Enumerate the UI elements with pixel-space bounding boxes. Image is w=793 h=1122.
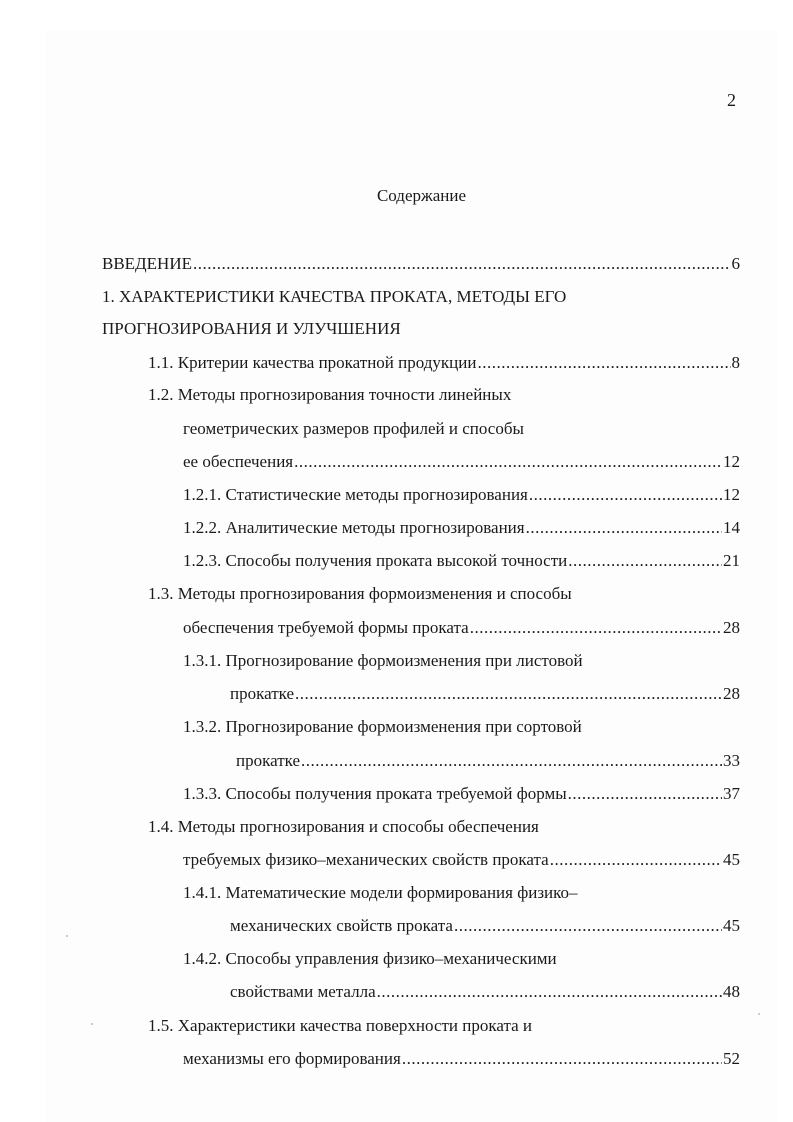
toc-entry-page: 12	[723, 485, 740, 504]
page-title: Содержание	[376, 186, 467, 205]
toc-entry-1-3-2-line-1	[183, 717, 582, 737]
toc-entry-text: механизмы его формирования	[183, 1049, 401, 1068]
toc-entry-1-3-line-2	[183, 618, 740, 638]
toc-entry-1-2-line-1	[148, 385, 511, 405]
toc-entry-text: 1.3.2. Прогнозирование формоизменения при сортовой	[183, 717, 582, 736]
dot-leader	[193, 254, 731, 274]
toc-entry-1-3-2-line-2	[236, 751, 740, 771]
dot-leader	[477, 353, 730, 373]
dot-leader	[454, 916, 722, 936]
toc-entry-text: механических свойств проката	[230, 916, 453, 935]
toc-entry-page: 33	[723, 751, 740, 770]
toc-entry-page: 21	[723, 551, 740, 570]
toc-entry-text: ПРОГНОЗИРОВАНИЯ И УЛУЧШЕНИЯ	[102, 319, 401, 338]
toc-entry-1-1	[148, 353, 740, 373]
toc-entry-1-5-line-2	[183, 1049, 740, 1069]
toc-entry-text: 1.5. Характеристики качества поверхности проката и	[148, 1016, 533, 1035]
toc-entry-text: 1.4. Методы прогнозирования и способы обеспечения	[148, 817, 539, 836]
toc-entry-1-4-2-line-2	[230, 982, 740, 1002]
toc-entry-1-2-line-2	[183, 419, 524, 439]
dot-leader	[568, 551, 722, 571]
dot-leader	[294, 452, 722, 472]
toc-entry-text: 1.4.1. Математические модели формирования физико–	[183, 883, 578, 902]
toc-entry-1-2-line-3	[183, 452, 740, 472]
toc-entry-1-3-1-line-2	[230, 684, 740, 704]
dot-leader	[529, 485, 722, 505]
toc-entry-page: 6	[731, 254, 740, 273]
toc-entry-1-2-1	[183, 485, 740, 505]
toc-entry-page: 48	[723, 982, 740, 1001]
toc-entry-text: 1.2.1. Статистические методы прогнозирования	[183, 485, 528, 504]
toc-entry-page: 28	[723, 684, 740, 703]
toc-entry-1-4-1-line-1	[183, 883, 578, 903]
toc-entry-text: 1.2.2. Аналитические методы прогнозирования	[183, 518, 525, 537]
toc-entry-text: ее обеспечения	[183, 452, 294, 471]
toc-entry-text: свойствами металла	[230, 982, 376, 1001]
toc-entry-page: 12	[723, 452, 740, 471]
toc-entry-chapter-1-line-2	[102, 319, 401, 339]
toc-entry-text: прокатке	[236, 751, 301, 770]
toc-entry-chapter-1-line-1	[102, 287, 566, 307]
toc-entry-text: обеспечения требуемой формы проката	[183, 618, 469, 637]
scan-speck	[66, 935, 68, 937]
toc-entry-text: 1.2.3. Способы получения проката высокой точности	[183, 551, 568, 570]
toc-entry-1-2-2	[183, 518, 740, 538]
toc-entry-text: 1.3.3. Способы получения проката требуемой формы	[183, 784, 567, 803]
scan-speck	[91, 1023, 93, 1025]
toc-entry-text: 1.2. Методы прогнозирования точности линейных	[148, 385, 512, 404]
toc-entry-page: 45	[723, 850, 740, 869]
toc-entry-text: 1.1. Критерии качества прокатной продукции	[148, 353, 477, 372]
toc-entry-1-5-line-1	[148, 1016, 532, 1036]
toc-entry-text: 1. ХАРАКТЕРИСТИКИ КАЧЕСТВА ПРОКАТА, МЕТОДЫ ЕГО	[102, 287, 567, 306]
toc-entry-text: ВВЕДЕНИЕ	[102, 254, 192, 273]
dot-leader	[550, 850, 722, 870]
toc-entry-page: 52	[723, 1049, 740, 1068]
toc-entry-text: требуемых физико–механических свойств проката	[183, 850, 549, 869]
toc-entry-introduction	[102, 254, 740, 274]
toc-entry-text: 1.4.2. Способы управления физико–механическими	[183, 949, 557, 968]
dot-leader	[470, 618, 722, 638]
toc-entry-1-3-3	[183, 784, 740, 804]
toc-entry-1-3-1-line-1	[183, 651, 583, 671]
dot-leader	[301, 751, 722, 771]
toc-entry-1-4-1-line-2	[230, 916, 740, 936]
toc-entry-page: 45	[723, 916, 740, 935]
toc-entry-text: 1.3. Методы прогнозирования формоизменения и способы	[148, 584, 572, 603]
dot-leader	[377, 982, 722, 1002]
dot-leader	[526, 518, 722, 538]
toc-entry-text: 1.3.1. Прогнозирование формоизменения при листовой	[183, 651, 583, 670]
toc-entry-1-2-3	[183, 551, 740, 571]
toc-entry-text: прокатке	[230, 684, 295, 703]
toc-entry-1-4-2-line-1	[183, 949, 557, 969]
toc-entry-1-4-line-1	[148, 817, 539, 837]
dot-leader	[402, 1049, 722, 1069]
toc-entry-page: 8	[731, 353, 740, 372]
page-number: 2	[727, 90, 736, 110]
toc-entry-page: 37	[723, 784, 740, 803]
toc-entry-text: геометрических размеров профилей и способы	[183, 419, 524, 438]
scan-speck	[758, 1013, 760, 1015]
dot-leader	[295, 684, 722, 704]
toc-entry-1-4-line-2	[183, 850, 740, 870]
toc-entry-1-3-line-1	[148, 584, 572, 604]
toc-entry-page: 28	[723, 618, 740, 637]
dot-leader	[568, 784, 722, 804]
toc-entry-page: 14	[723, 518, 740, 537]
